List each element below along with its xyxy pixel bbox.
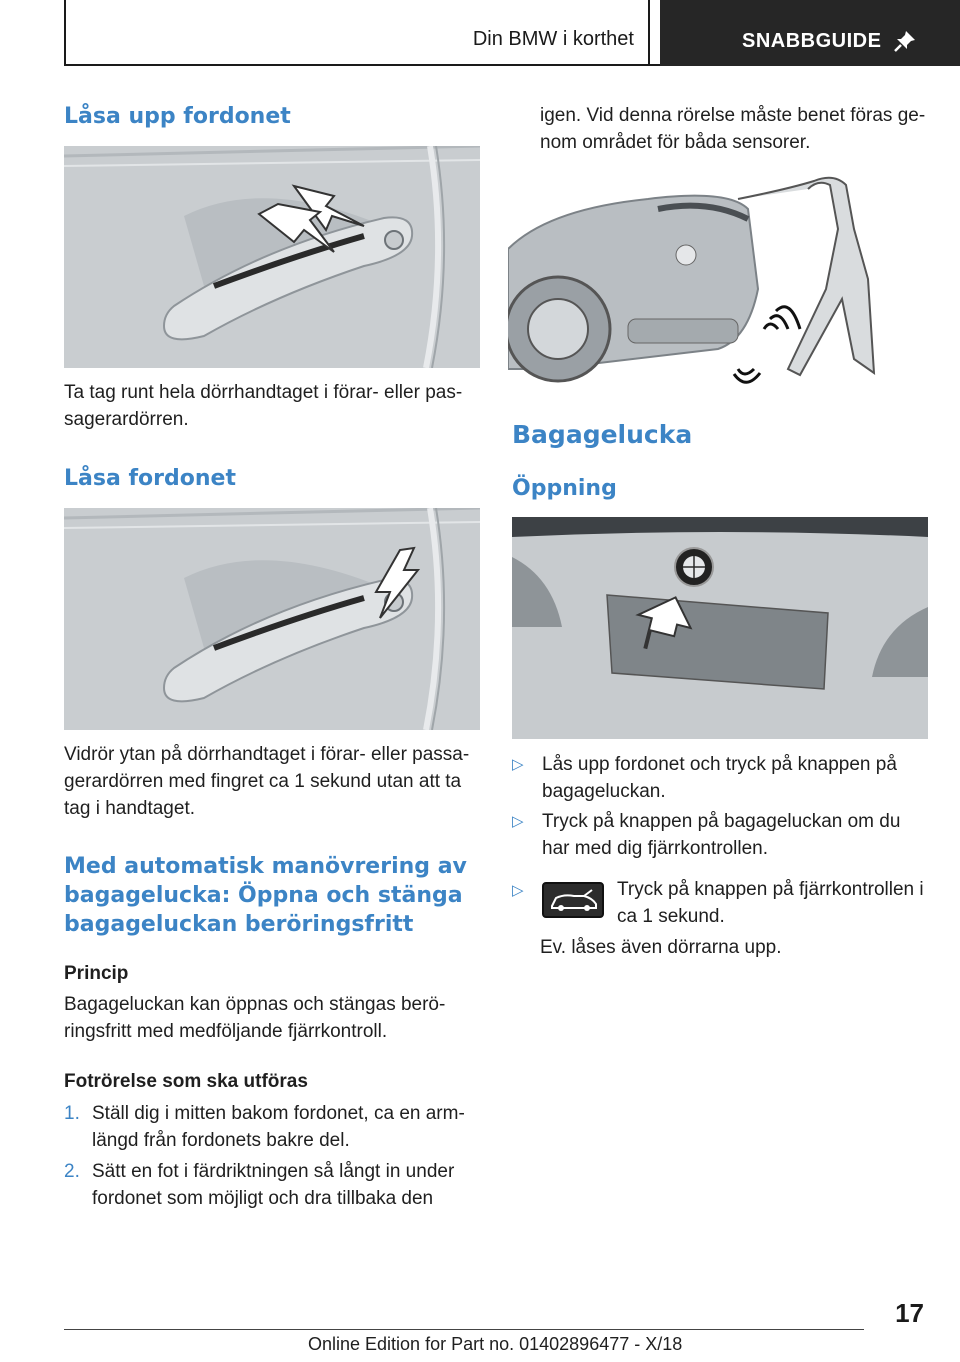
fob-bullet-text: Tryck på knappen på fjärrkontrollen i ca 1 sekund. bbox=[617, 879, 924, 927]
opening-heading: Öppning bbox=[512, 476, 617, 501]
unlock-text: Ta tag runt hela dörrhandtaget i förar- eller pas-sagerardörren. bbox=[64, 382, 463, 430]
door-handle-unlock-image bbox=[64, 146, 480, 368]
lock-heading: Låsa fordonet bbox=[64, 466, 236, 491]
unlock-heading: Låsa upp fordonet bbox=[64, 104, 291, 129]
bullet-1 bbox=[512, 751, 928, 805]
page-number: 17 bbox=[895, 1298, 924, 1328]
triangle-bullet-icon: ▷ bbox=[512, 813, 524, 830]
triangle-bullet-icon: ▷ bbox=[512, 756, 524, 773]
foot-motion-label: Fotrörelse som ska utföras bbox=[64, 1071, 308, 1092]
bullet-text: Lås upp fordonet och tryck på knappen på bagageluckan. bbox=[542, 754, 897, 802]
bullet-3-marker bbox=[512, 876, 542, 904]
section-tab bbox=[660, 0, 960, 66]
step-number: 2. bbox=[64, 1161, 80, 1182]
trunk-heading: Bagagelucka bbox=[512, 420, 693, 449]
triangle-bullet-icon: ▷ bbox=[512, 882, 524, 899]
auto-trunk-heading: Med automatisk manövrering av bagagelucka: Öppna och stänga bagageluckan beröringsfritt bbox=[64, 854, 467, 937]
car-trunk-icon bbox=[542, 882, 604, 918]
section-label: SNABBGUIDE bbox=[742, 30, 882, 52]
header-title: Din BMW i korthet bbox=[472, 28, 634, 50]
bullet-text: Tryck på knappen på bagageluckan om du har med dig fjärrkontrollen. bbox=[542, 811, 901, 859]
step-2 bbox=[64, 1158, 480, 1212]
header-tab bbox=[64, 0, 650, 66]
trunk-button-image bbox=[512, 517, 928, 739]
door-handle-lock-image bbox=[64, 508, 480, 730]
footer-rule bbox=[64, 1329, 864, 1330]
continued-text: igen. Vid denna rörelse måste benet föras ge-nom området för båda sensorer. bbox=[540, 105, 926, 153]
step-text: Sätt en fot i färdriktningen så långt in under fordonet som möjligt och dra tillbaka den bbox=[92, 1161, 455, 1209]
step-1 bbox=[64, 1100, 480, 1154]
principle-label: Princip bbox=[64, 963, 129, 984]
lock-text: Vidrör ytan på dörrhandtaget i förar- eller passa-gerardörren med fingret ca 1 sekund utan att ta tag i handtaget. bbox=[64, 744, 470, 819]
principle-text: Bagageluckan kan öppnas och stängas berö-ringsfritt med medföljande fjärrkontroll. bbox=[64, 994, 446, 1042]
step-text: Ställ dig i mitten bakom fordonet, ca en arm-längd från fordonets bakre del. bbox=[92, 1103, 465, 1151]
pin-icon bbox=[892, 28, 918, 54]
fob-note: Ev. låses även dörrarna upp. bbox=[540, 937, 782, 958]
foot-gesture-image bbox=[508, 169, 924, 391]
footer-edition: Online Edition for Part no. 01402896477 - X/18 bbox=[308, 1334, 683, 1354]
bullet-2 bbox=[512, 808, 928, 862]
step-number: 1. bbox=[64, 1103, 80, 1124]
